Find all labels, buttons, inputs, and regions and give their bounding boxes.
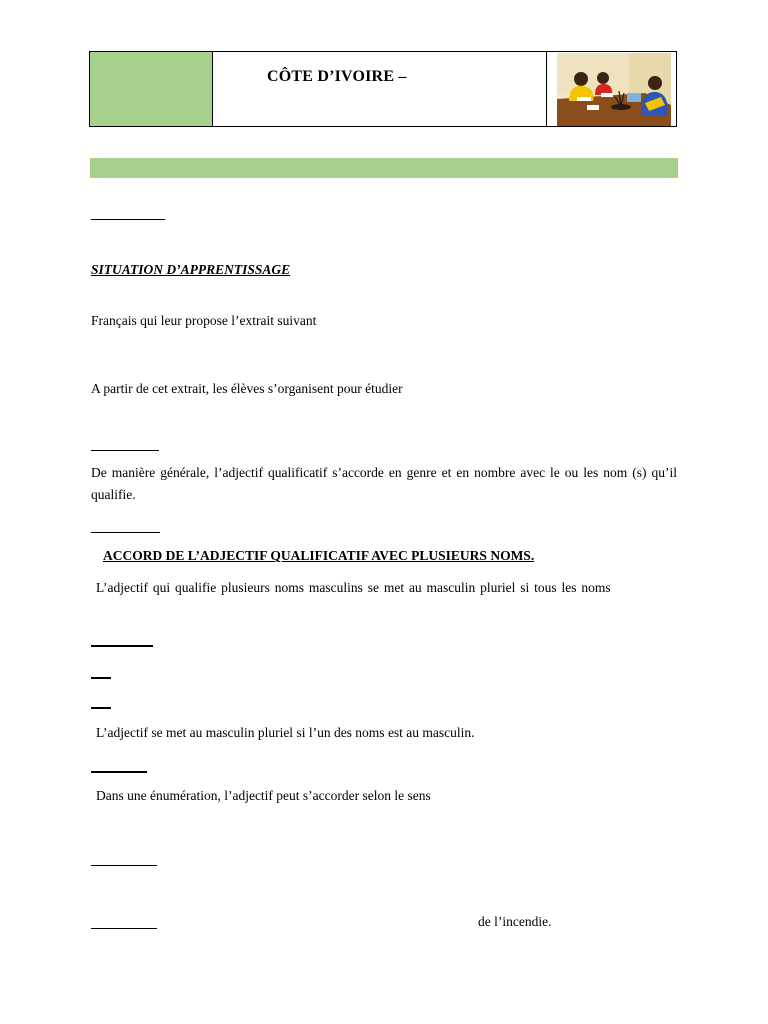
blank-underline — [91, 645, 153, 647]
header-title-cell — [213, 52, 547, 126]
paragraph-text: A partir de cet extrait, les élèves s’organisent pour étudier — [91, 381, 403, 396]
paragraph-text: Français qui leur propose l’extrait suivant — [91, 313, 317, 328]
paragraph-text: de l’incendie. — [478, 914, 552, 929]
blank-underline — [91, 865, 157, 866]
header-image-cell — [547, 52, 676, 126]
blank-underline — [91, 707, 111, 709]
blank-underline — [91, 771, 147, 773]
section-banner — [90, 158, 678, 178]
blank-underline — [91, 928, 157, 929]
blank-underline — [91, 532, 160, 533]
blank-underline — [91, 450, 159, 451]
paragraph-text: De manière générale, l’adjectif qualificatif s’accorde en genre et en nombre avec le ou les nom (s) qu’il qualifie. — [91, 465, 677, 502]
blank-underline — [91, 677, 111, 679]
header-title: CÔTE D’IVOIRE – — [267, 68, 407, 85]
blank-underline — [91, 219, 165, 220]
accord-heading: ACCORD DE L’ADJECTIF QUALIFICATIF AVEC PLUSIEURS NOMS. — [103, 548, 535, 563]
header-logo-cell — [90, 52, 213, 126]
document-header — [89, 51, 677, 127]
paragraph-text: Dans une énumération, l’adjectif peut s’accorder selon le sens — [96, 788, 431, 803]
paragraph-text: L’adjectif se met au masculin pluriel si l’un des noms est au masculin. — [96, 725, 475, 740]
paragraph-text: L’adjectif qui qualifie plusieurs noms masculins se met au masculin pluriel si tous les noms — [96, 580, 611, 595]
situation-heading: SITUATION D’APPRENTISSAGE — [91, 262, 291, 277]
students-illustration-icon — [557, 53, 671, 126]
